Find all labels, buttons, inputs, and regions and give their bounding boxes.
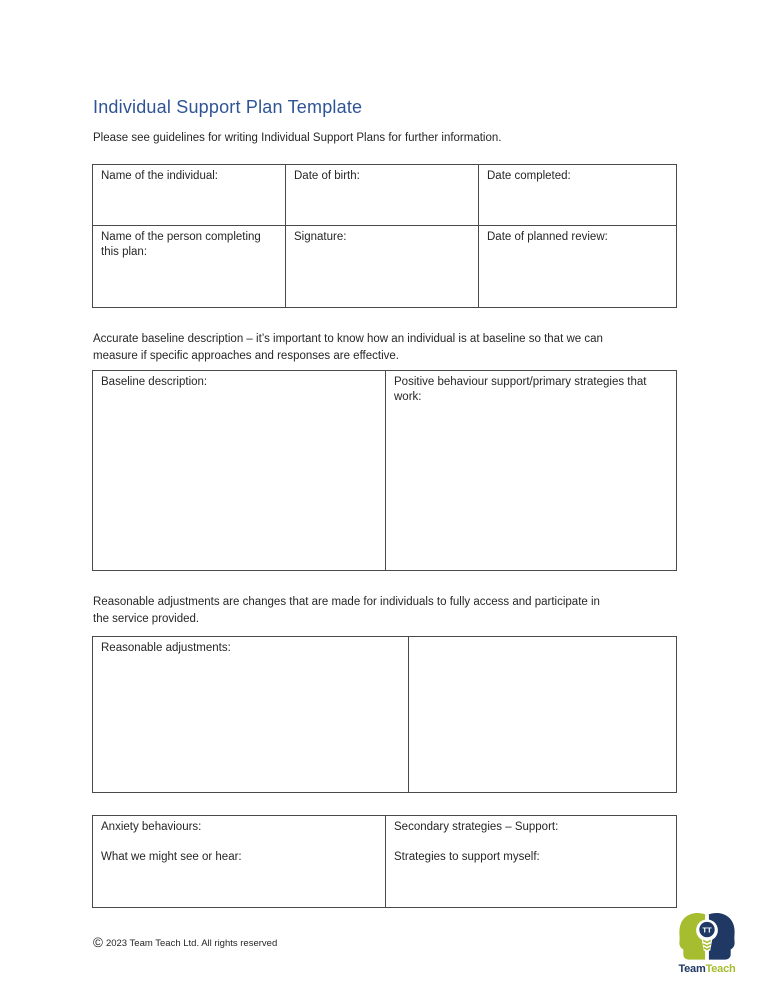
adjustments-note bbox=[93, 594, 693, 628]
cell-person-completing[interactable] bbox=[93, 226, 286, 308]
strategies-support-myself-label: Strategies to support myself: bbox=[394, 851, 540, 863]
team-teach-wordmark bbox=[668, 963, 746, 975]
anxiety-behaviours-label: Anxiety behaviours: bbox=[101, 821, 202, 833]
wordmark-teach: Teach bbox=[705, 963, 736, 975]
reasonable-adjustments-label: Reasonable adjustments: bbox=[101, 642, 231, 654]
date-of-birth-label: Date of birth: bbox=[294, 170, 360, 182]
cell-date-completed[interactable] bbox=[479, 165, 677, 226]
copyright-footer bbox=[93, 935, 493, 950]
adjustments-table bbox=[92, 636, 677, 793]
details-table bbox=[92, 164, 677, 308]
baseline-note-line2: measure if specific approaches and responses are effective. bbox=[93, 350, 399, 362]
signature-label: Signature: bbox=[294, 231, 347, 243]
page-title: Individual Support Plan Template bbox=[93, 97, 363, 118]
copyright-icon: © bbox=[93, 935, 103, 950]
date-of-planned-review-label: Date of planned review: bbox=[487, 231, 608, 243]
anxiety-table bbox=[92, 815, 677, 908]
baseline-table bbox=[92, 370, 677, 571]
cell-signature[interactable] bbox=[286, 226, 479, 308]
what-we-might-see-label: What we might see or hear: bbox=[101, 851, 242, 863]
person-completing-label: Name of the person completing this plan: bbox=[101, 231, 261, 258]
baseline-note bbox=[93, 331, 693, 365]
cell-date-of-planned-review[interactable] bbox=[479, 226, 677, 308]
cell-anxiety-behaviours[interactable] bbox=[93, 816, 386, 908]
cell-reasonable-adjustments-empty[interactable] bbox=[409, 637, 677, 793]
cell-reasonable-adjustments[interactable] bbox=[93, 637, 409, 793]
cell-name-of-individual[interactable] bbox=[93, 165, 286, 226]
date-completed-label: Date completed: bbox=[487, 170, 571, 182]
wordmark-team: Team bbox=[678, 963, 706, 975]
adjustments-note-line1: Reasonable adjustments are changes that are made for individuals to fully access and participate in bbox=[93, 596, 600, 608]
cell-positive-behaviour-support[interactable] bbox=[386, 371, 677, 571]
name-of-individual-label: Name of the individual: bbox=[101, 170, 218, 182]
team-teach-logo-icon bbox=[675, 910, 739, 962]
baseline-description-label: Baseline description: bbox=[101, 376, 208, 388]
intro-text: Please see guidelines for writing Individual Support Plans for further information. bbox=[93, 131, 502, 144]
baseline-note-line1: Accurate baseline description – it’s important to know how an individual is at baseline so that we can bbox=[93, 333, 603, 345]
cell-baseline-description[interactable] bbox=[93, 371, 386, 571]
copyright-text: 2023 Team Teach Ltd. All rights reserved bbox=[105, 938, 278, 949]
logo-initials-text: TT bbox=[702, 925, 712, 935]
adjustments-note-line2: the service provided. bbox=[93, 613, 200, 625]
positive-behaviour-support-label: Positive behaviour support/primary strategies that work: bbox=[394, 376, 647, 403]
cell-date-of-birth[interactable] bbox=[286, 165, 479, 226]
secondary-strategies-label: Secondary strategies – Support: bbox=[394, 821, 559, 833]
team-teach-logo bbox=[668, 910, 746, 982]
cell-secondary-strategies[interactable] bbox=[386, 816, 677, 908]
